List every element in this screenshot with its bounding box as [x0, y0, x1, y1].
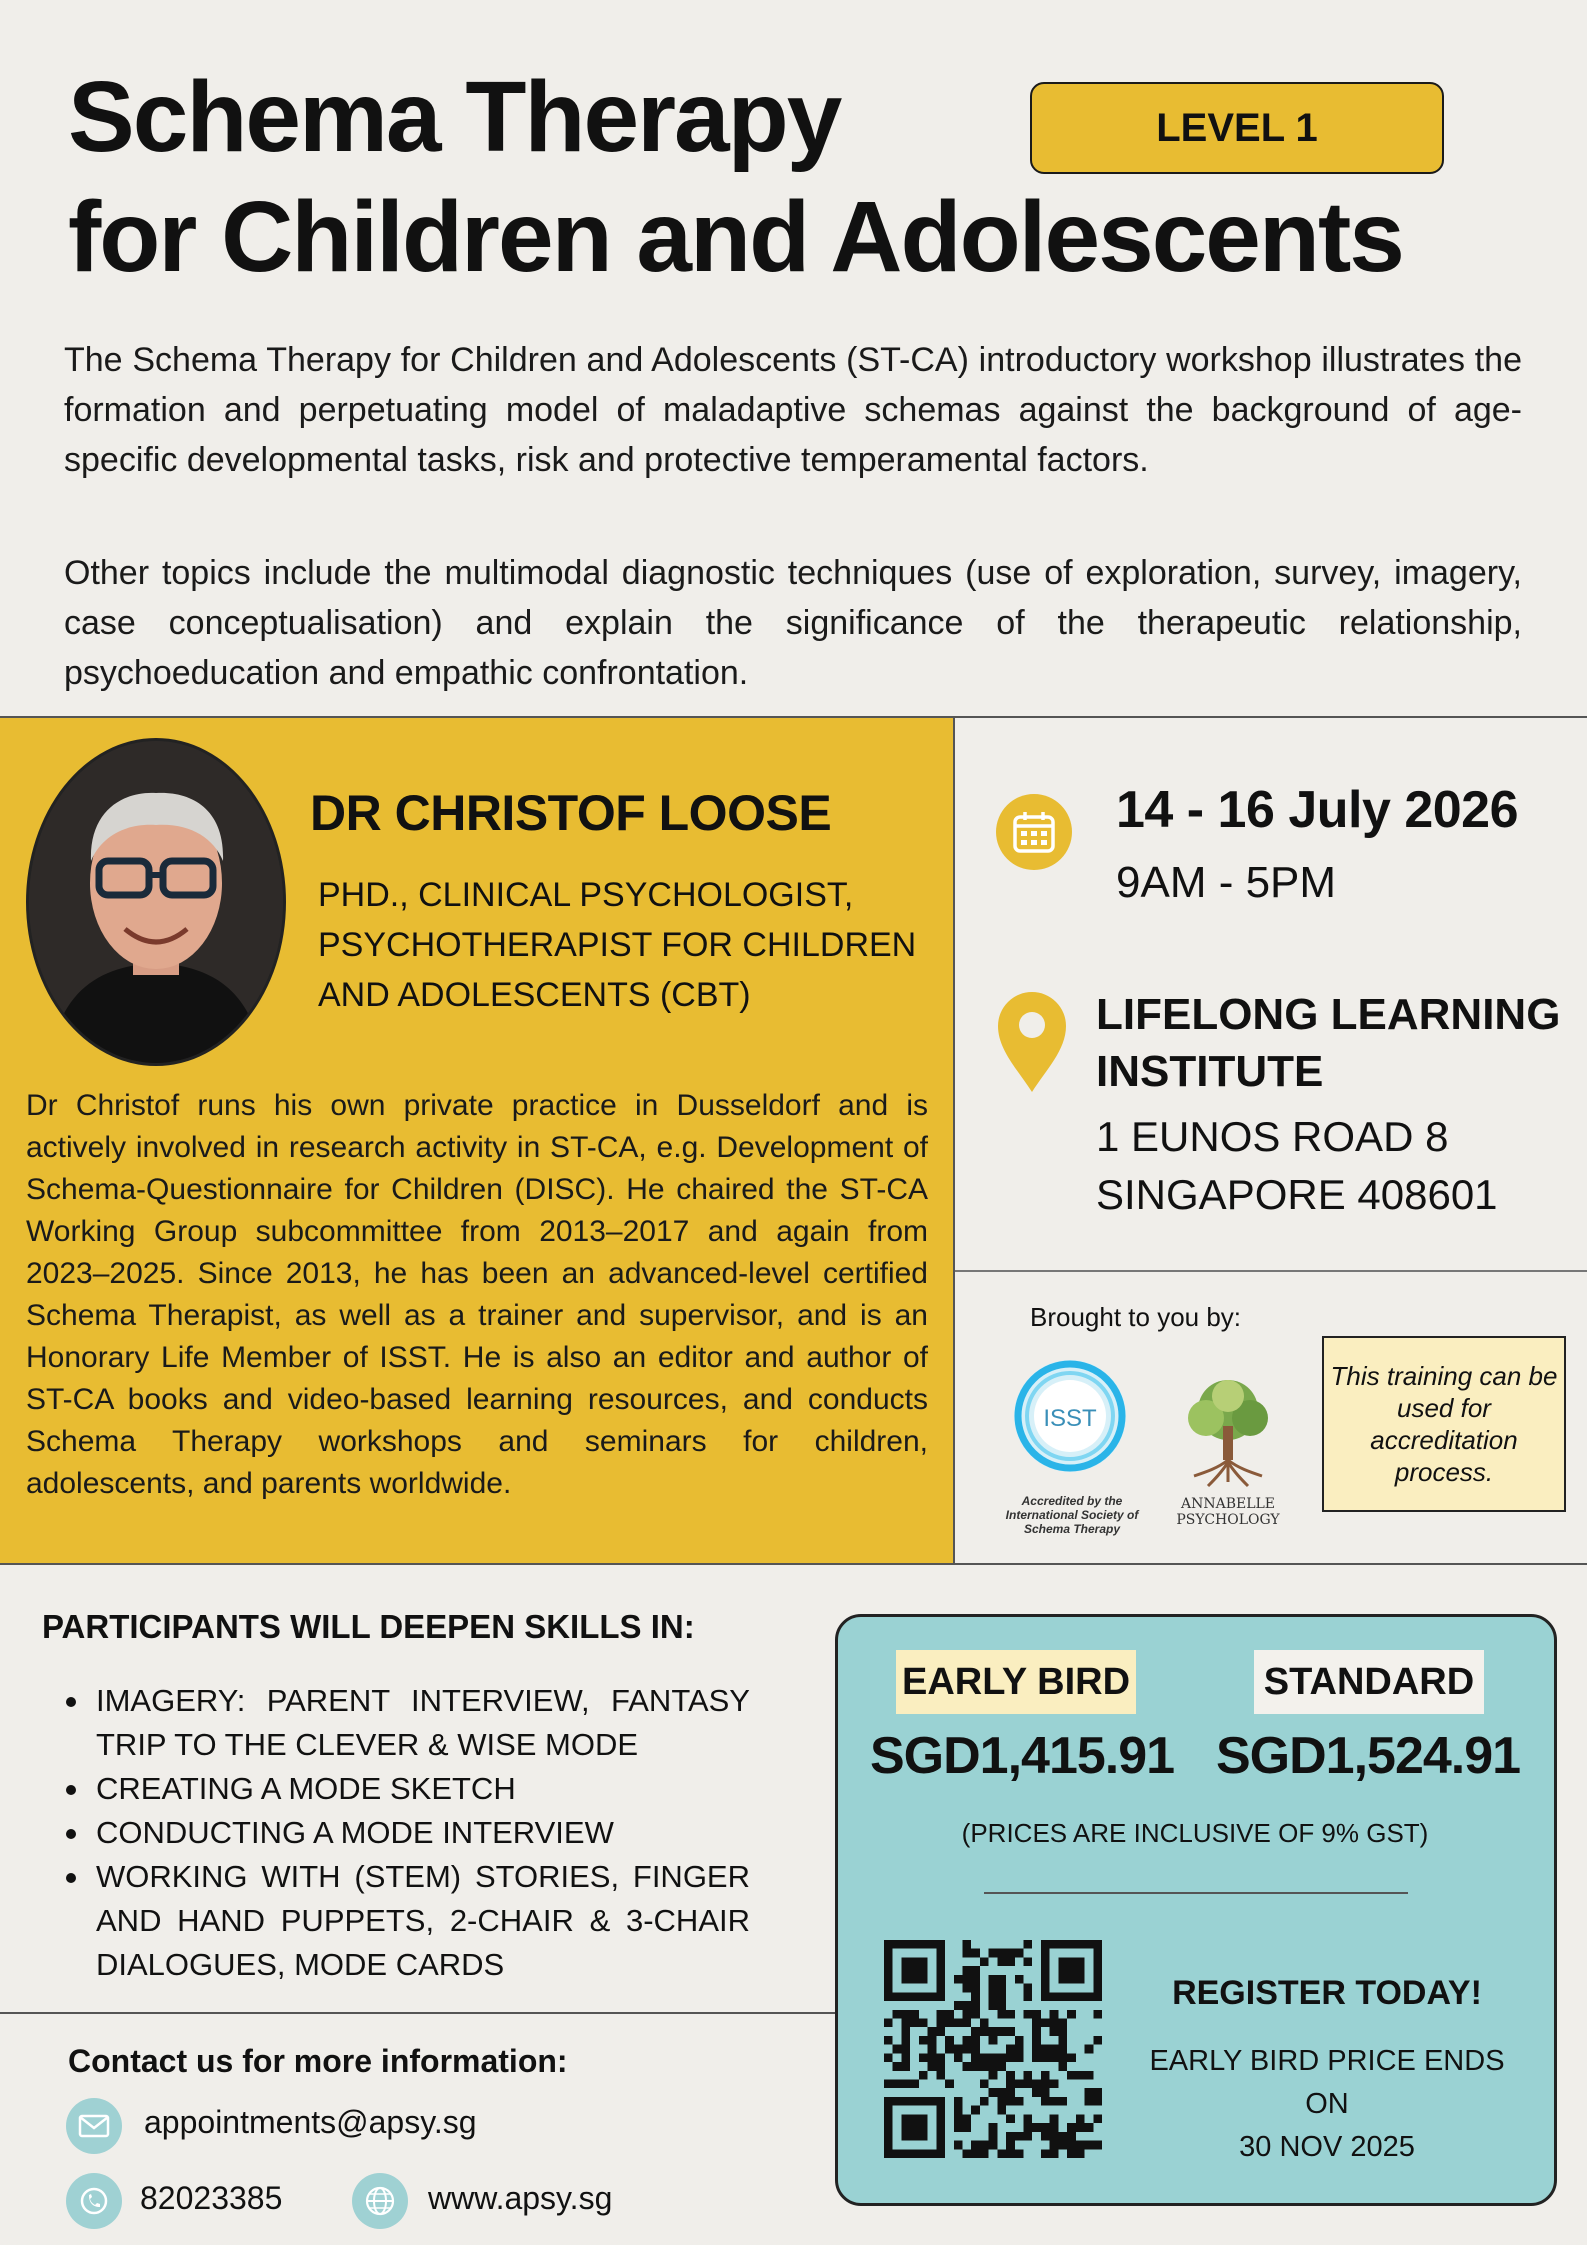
skills-heading: PARTICIPANTS WILL DEEPEN SKILLS IN: [42, 1608, 695, 1645]
section-divider [955, 1270, 1587, 1272]
skill-item: IMAGERY: PARENT INTERVIEW, FANTASY TRIP TO THE CLEVER & WISE MODE [66, 1679, 750, 1767]
location-pin-icon [994, 988, 1070, 1094]
page-title-line1: Schema Therapy [68, 61, 841, 173]
section-divider [0, 1563, 1587, 1565]
contact-email-link[interactable]: appointments@apsy.sg [144, 2104, 477, 2140]
annabelle-caption [1166, 1496, 1290, 1528]
early-bird-deadline [1126, 2040, 1528, 2169]
skill-item: CONDUCTING A MODE INTERVIEW [66, 1811, 750, 1855]
calendar-icon [996, 794, 1072, 870]
early-bird-price: SGD1,415.91 [870, 1727, 1175, 1785]
early-bird-deadline-line2: 30 NOV 2025 [1239, 2131, 1415, 2163]
trainer-portrait [26, 738, 286, 1066]
email-icon[interactable] [66, 2098, 122, 2154]
standard-label: STANDARD [1254, 1650, 1484, 1714]
trainer-name: DR CHRISTOF LOOSE [310, 785, 832, 841]
early-bird-deadline-line1: EARLY BIRD PRICE ENDS ON [1149, 2045, 1505, 2120]
event-time: 9AM - 5PM [1116, 858, 1337, 907]
venue-address [1096, 1108, 1498, 1224]
annabelle-tree-logo [1168, 1372, 1288, 1492]
contact-website-link[interactable]: www.apsy.sg [428, 2180, 613, 2216]
accreditation-note [1322, 1336, 1566, 1512]
event-date: 14 - 16 July 2026 [1116, 781, 1519, 839]
intro-paragraph-1: The Schema Therapy for Children and Adolescents (ST-CA) introductory workshop illustrates the formation and perpetuating model of maladaptive schemas against the background of age-specific developmental tasks, risk and protective temperamental factors. [64, 341, 1522, 479]
section-divider [0, 2012, 836, 2014]
skills-list [66, 1679, 750, 1987]
isst-logo-text: ISST [1043, 1405, 1097, 1432]
annabelle-name: ANNABELLE [1180, 1496, 1276, 1512]
intro-paragraph-2: Other topics include the multimodal diagnostic techniques (use of exploration, survey, imagery, case conceptualisation) and explain the significance of the therapeutic relationship, psychoeducation and empathic confrontation. [64, 554, 1522, 692]
brought-by-label: Brought to you by: [1030, 1302, 1242, 1332]
gst-note: (PRICES ARE INCLUSIVE OF 9% GST) [961, 1818, 1429, 1848]
globe-icon[interactable] [352, 2173, 408, 2229]
standard-price: SGD1,524.91 [1216, 1727, 1521, 1785]
contact-heading: Contact us for more information: [68, 2043, 568, 2079]
venue-address-line1: 1 EUNOS ROAD 8 [1096, 1113, 1449, 1160]
contact-phone-link[interactable]: 82023385 [140, 2180, 283, 2216]
qr-code-icon[interactable] [884, 1940, 1102, 2158]
venue-name: LIFELONG LEARNING INSTITUTE [1096, 990, 1561, 1096]
phone-icon[interactable] [66, 2173, 122, 2229]
skill-item: WORKING WITH (STEM) STORIES, FINGER AND HAND PUPPETS, 2-CHAIR & 3-CHAIR DIALOGUES, MODE CARDS [66, 1855, 750, 1987]
skill-item: CREATING A MODE SKETCH [66, 1767, 750, 1811]
early-bird-label: EARLY BIRD [896, 1650, 1136, 1714]
isst-caption: Accredited by the International Society of Schema Therapy [1005, 1494, 1139, 1536]
page-title-line2: for Children and Adolescents [68, 181, 1403, 293]
venue-address-line2: SINGAPORE 408601 [1096, 1171, 1498, 1218]
annabelle-subtitle: PSYCHOLOGY [1176, 1512, 1280, 1528]
card-divider [984, 1892, 1408, 1894]
accreditation-note-text: This training can be used for accreditation process. [1330, 1361, 1558, 1487]
trainer-credentials: PHD., CLINICAL PSYCHOLOGIST, PSYCHOTHERAPIST FOR CHILDREN AND ADOLESCENTS (CBT) [318, 876, 917, 1014]
isst-logo [1010, 1356, 1130, 1476]
trainer-bio: Dr Christof runs his own private practice in Dusseldorf and is actively involved in research activity in ST-CA, e.g. Development of Schema-Questionnaire for Children (DISC). He chaired the ST-CA Working Group subcommittee from 2013–2017 and again from 2023–2025. Since 2013, he has been an advanced-level certified Schema Therapist, as well as a trainer and supervisor, and is an Honorary Life Member of ISST. He is also an editor and author of ST-CA books and video-based learning resources, and conducts Schema Therapy workshops and seminars for children, adolescents, and parents worldwide. [26, 1089, 928, 1500]
register-cta[interactable]: REGISTER TODAY! [1172, 1974, 1482, 2012]
level-badge: LEVEL 1 [1030, 82, 1444, 174]
